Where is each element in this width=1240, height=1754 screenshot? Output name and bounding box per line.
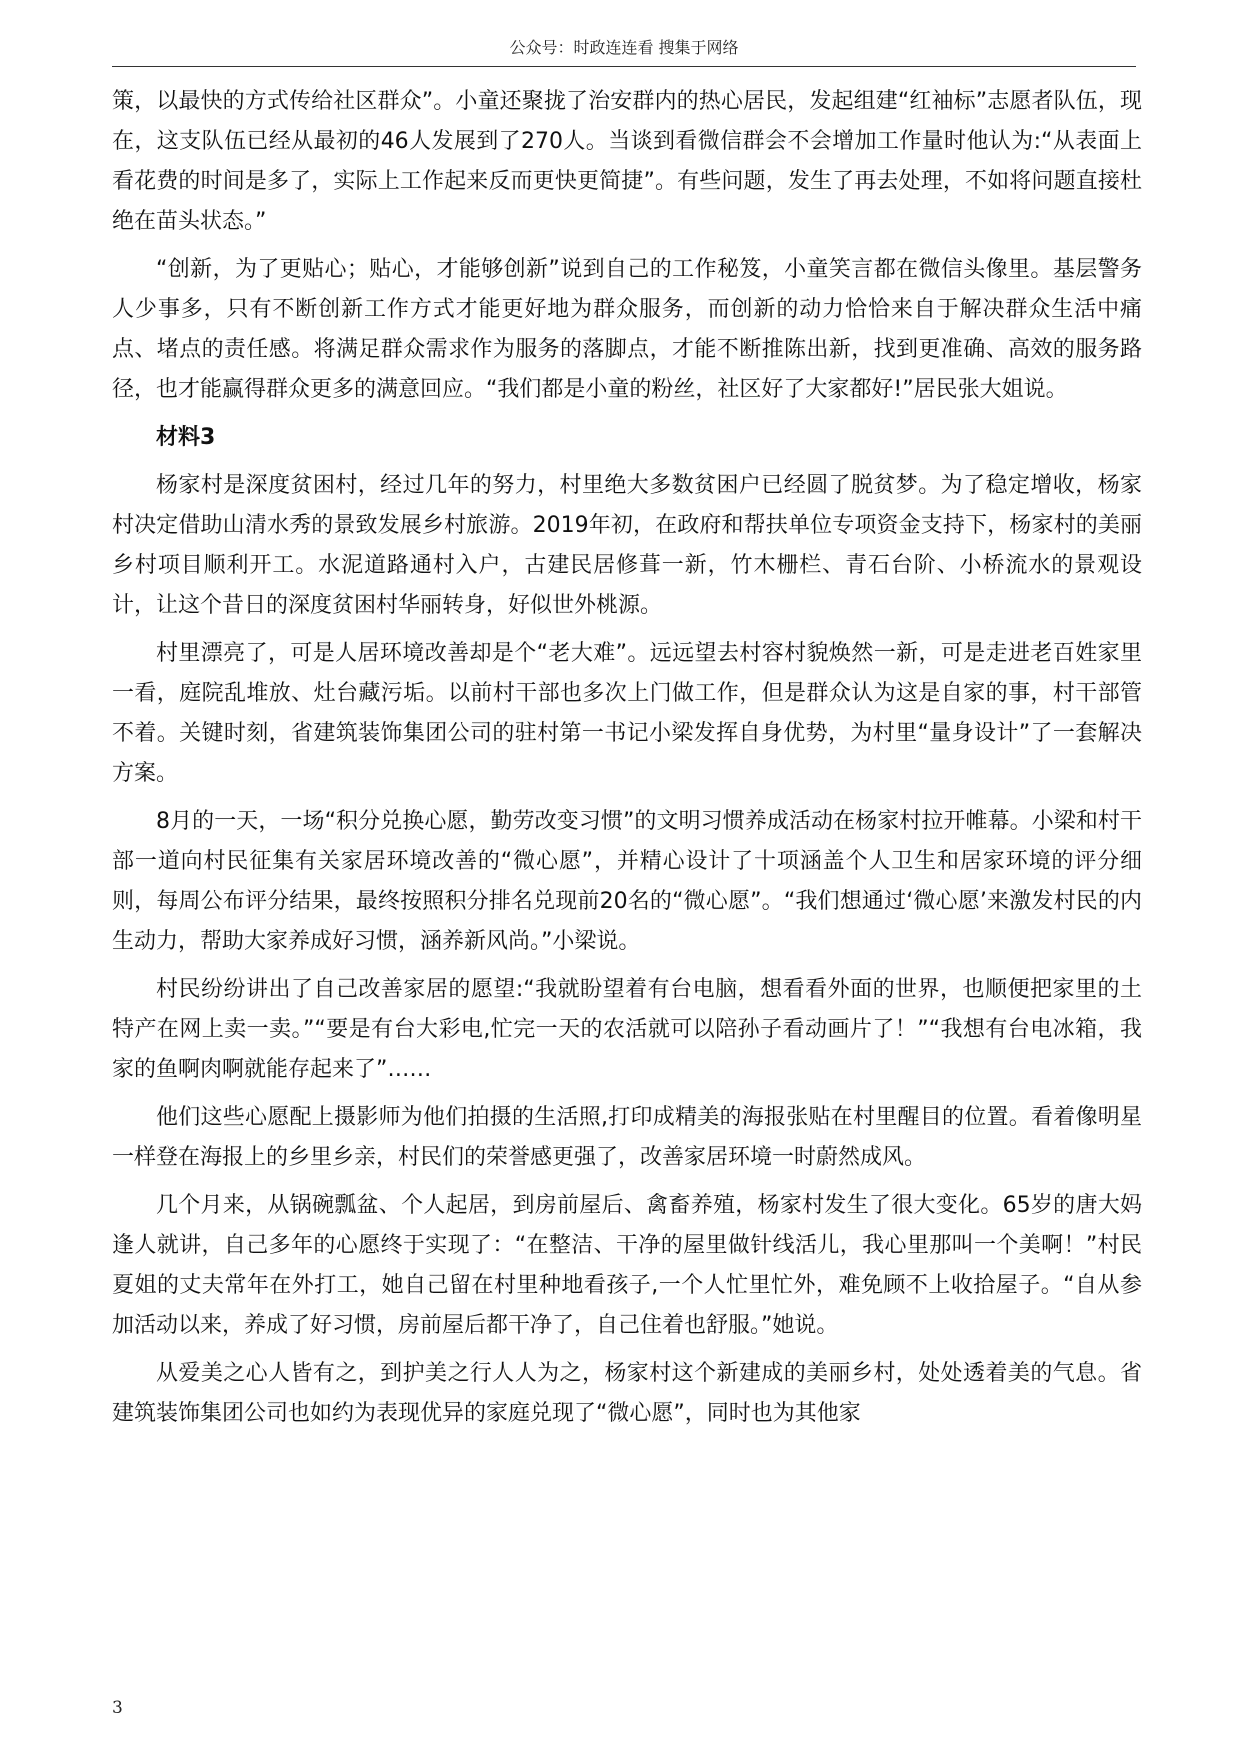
paragraph-changes: 几个月来，从锅碗瓢盆、个人起居，到房前屋后、禽畜养殖，杨家村发生了很大变化。65岁的唐大妈逢人就讲，自己多年的心愿终于实现了：“在整洁、干净的屋里做针线活儿，我心里那叫一个美啊！”村民夏姐的丈夫常年在外打工，她自己留在村里种地看孩子,一个人忙里忙外，难免顾不上收拾屋子。“自从参加活动以来，养成了好习惯，房前屋后都干净了，自己住着也舒服。”她说。 (112, 1193, 1142, 1338)
paragraph-posters: 他们这些心愿配上摄影师为他们拍摄的生活照,打印成精美的海报张贴在村里醒目的位置。看着像明星一样登在海报上的乡里乡亲，村民们的荣誉感更强了，改善家居环境一时蔚然成风。 (112, 1105, 1142, 1170)
page-header: 公众号：时政连连看 搜集于网络 (112, 30, 1136, 67)
paragraph-points-activity: 8月的一天，一场“积分兑换心愿，勤劳改变习惯”的文明习惯养成活动在杨家村拉开帷幕。小梁和村干部一道向村民征集有关家居环境改善的“微心愿”，并精心设计了十项涵盖个人卫生和居家环境的评分细则，每周公布评分结果，最终按照积分排名兑现前20名的“微心愿”。“我们想通过‘微心愿’来激发村民的内生动力，帮助大家养成好习惯，涵养新风尚。”小梁说。 (112, 809, 1142, 954)
section-heading-material-3: 材料3 (156, 425, 216, 450)
page-number: 3 (112, 1698, 123, 1718)
paragraph-yangjia-village: 杨家村是深度贫困村，经过几年的努力，村里绝大多数贫困户已经圆了脱贫梦。为了稳定增收，杨家村决定借助山清水秀的景致发展乡村旅游。2019年初，在政府和帮扶单位专项资金支持下，杨家村的美丽乡村项目顺利开工。水泥道路通村入户，古建民居修葺一新，竹木栅栏、青石台阶、小桥流水的景观设计，让这个昔日的深度贫困村华丽转身，好似世外桃源。 (112, 473, 1142, 618)
paragraph-villager-wishes: 村民纷纷讲出了自己改善家居的愿望:“我就盼望着有台电脑，想看看外面的世界，也顺便把家里的土特产在网上卖一卖。”“要是有台大彩电,忙完一天的农活就可以陪孙子看动画片了！”“我想有台电冰箱，我家的鱼啊肉啊就能存起来了”…… (112, 977, 1142, 1082)
paragraph-continued: 策，以最快的方式传给社区群众”。小童还聚拢了治安群内的热心居民，发起组建“红袖标”志愿者队伍，现在，这支队伍已经从最初的46人发展到了270人。当谈到看微信群会不会增加工作量时他认为:“从表面上看花费的时间是多了，实际上工作起来反而更快更简捷”。有些问题，发生了再去处理，不如将问题直接杜绝在苗头状态。” (112, 89, 1142, 234)
paragraph-innovation: “创新，为了更贴心；贴心，才能够创新”说到自己的工作秘笈，小童笑言都在微信头像里。基层警务人少事多，只有不断创新工作方式才能更好地为群众服务，而创新的动力恰恰来自于解决群众生活中痛点、堵点的责任感。将满足群众需求作为服务的落脚点，才能不断推陈出新，找到更准确、高效的服务路径，也才能赢得群众更多的满意回应。“我们都是小童的粉丝，社区好了大家都好!”居民张大姐说。 (112, 257, 1142, 402)
document-body (112, 82, 1142, 1442)
paragraph-living-environment: 村里漂亮了，可是人居环境改善却是个“老大难”。远远望去村容村貌焕然一新，可是走进老百姓家里一看，庭院乱堆放、灶台藏污垢。以前村干部也多次上门做工作，但是群众认为这是自家的事，村干部管不着。关键时刻，省建筑装饰集团公司的驻村第一书记小梁发挥自身优势，为村里“量身设计”了一套解决方案。 (112, 641, 1142, 786)
paragraph-beauty: 从爱美之心人皆有之，到护美之行人人为之，杨家村这个新建成的美丽乡村，处处透着美的气息。省建筑装饰集团公司也如约为表现优异的家庭兑现了“微心愿”，同时也为其他家 (112, 1361, 1142, 1426)
